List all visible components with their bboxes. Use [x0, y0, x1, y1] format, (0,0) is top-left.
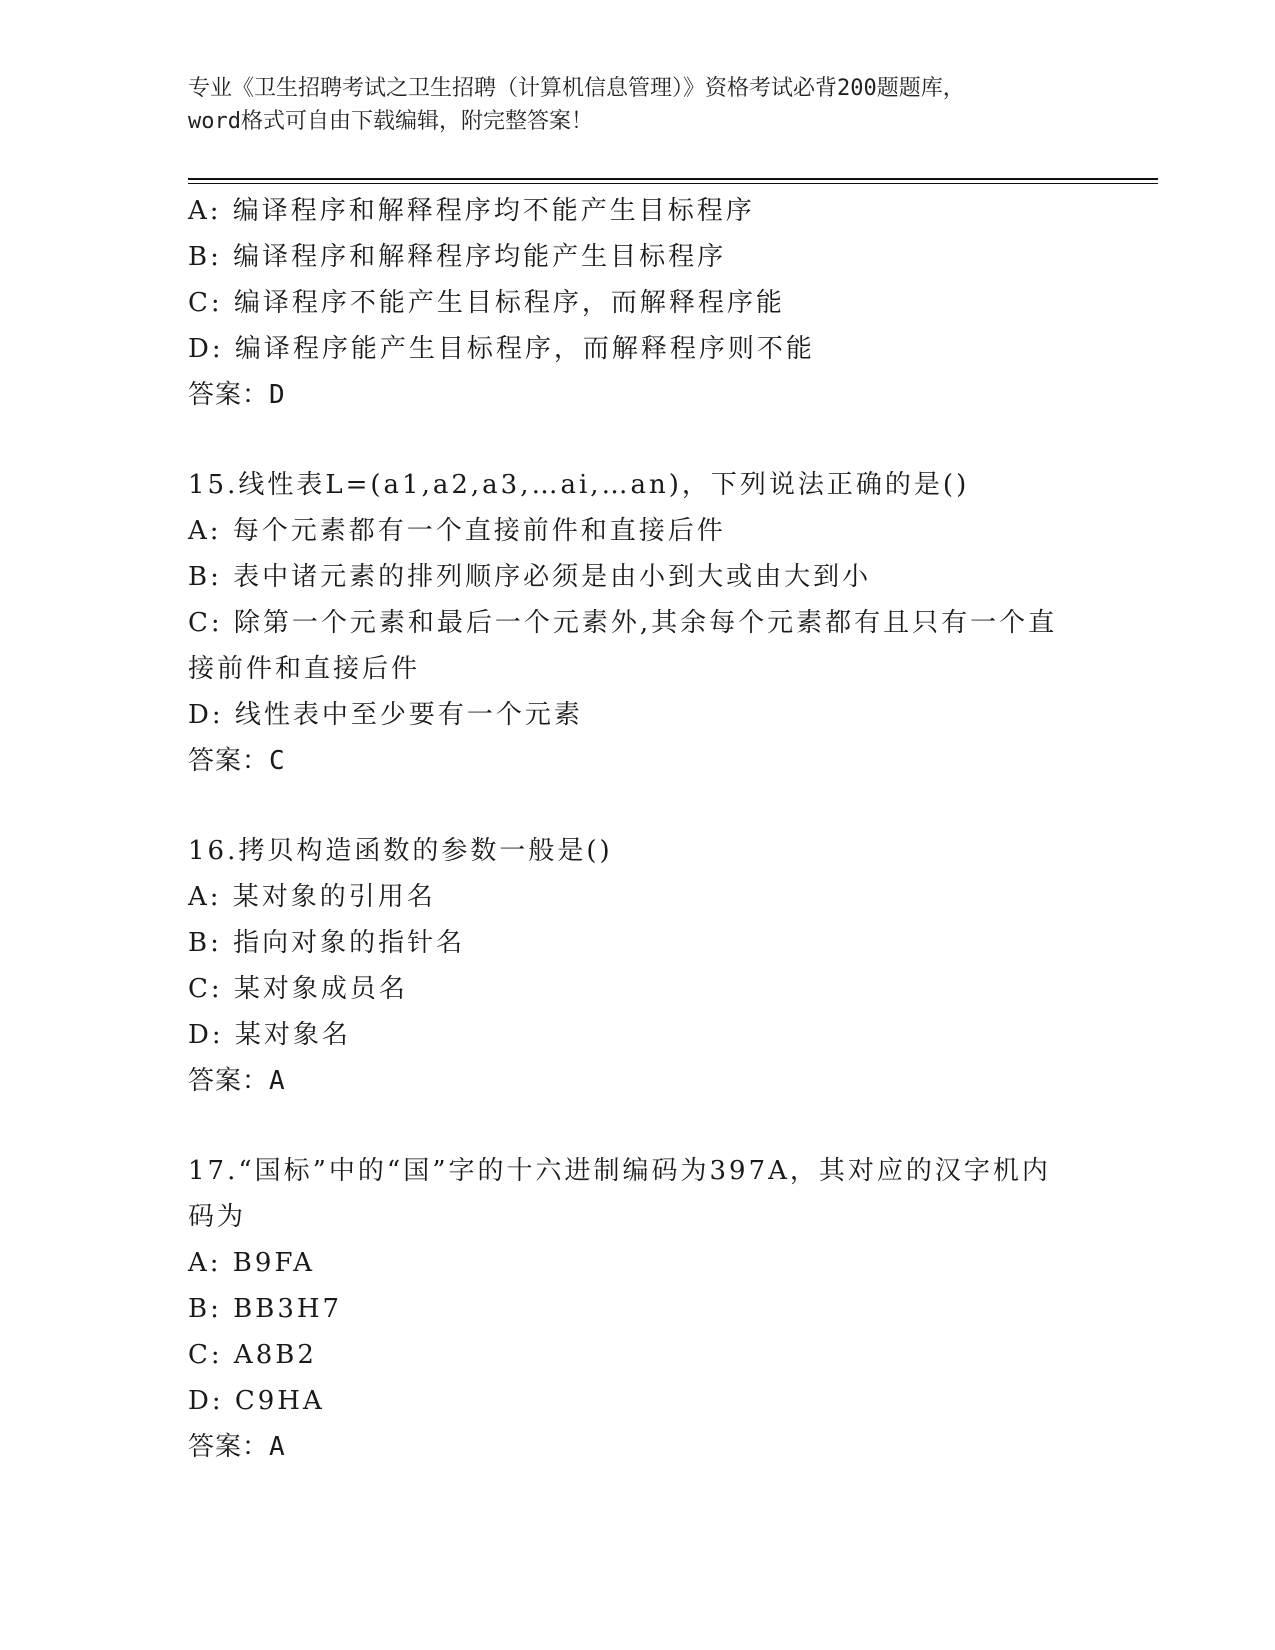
option-d: D: 编译程序能产生目标程序，而解释程序则不能: [188, 334, 815, 364]
option-c: C: A8B2: [188, 1340, 317, 1370]
answer: 答案：A: [188, 1066, 286, 1096]
header-line-2: word格式可自由下载编辑，附完整答案！: [188, 109, 593, 134]
answer: 答案：C: [188, 746, 286, 776]
header-divider-thin: [188, 183, 1158, 184]
question-16: [188, 828, 1088, 1104]
spacer: [188, 784, 1088, 828]
question-text: 17.“国标”中的“国”字的十六进制编码为397A，其对应的汉字机内: [188, 1156, 1051, 1186]
question-text-continued: 码为: [188, 1202, 247, 1232]
question-list: [188, 188, 1088, 1470]
answer: 答案：D: [188, 380, 286, 410]
option-b: B: 编译程序和解释程序均能产生目标程序: [188, 242, 727, 272]
option-a: A: B9FA: [188, 1248, 316, 1278]
option-c-continued: 接前件和直接后件: [188, 654, 421, 684]
question-15: [188, 462, 1088, 784]
spacer: [188, 1104, 1088, 1148]
answer: 答案：A: [188, 1432, 286, 1462]
option-b: B: 指向对象的指针名: [188, 928, 466, 958]
option-a: A: 编译程序和解释程序均不能产生目标程序: [188, 196, 755, 226]
option-d: D: C9HA: [188, 1386, 325, 1416]
option-b: B: BB3H7: [188, 1294, 343, 1324]
option-a: A: 某对象的引用名: [188, 882, 436, 912]
question-14: [188, 188, 1088, 418]
spacer: [188, 418, 1088, 462]
option-a: A: 每个元素都有一个直接前件和直接后件: [188, 516, 726, 546]
question-17: [188, 1148, 1088, 1470]
option-c: C: 编译程序不能产生目标程序，而解释程序能: [188, 288, 785, 318]
option-d: D: 某对象名: [188, 1020, 351, 1050]
header-line-1: 专业《卫生招聘考试之卫生招聘（计算机信息管理）》资格考试必背200题题库，: [188, 76, 965, 101]
question-text: 15.线性表L=(a1,a2,a3,…ai,…an)，下列说法正确的是(): [188, 470, 970, 500]
option-b: B: 表中诸元素的排列顺序必须是由小到大或由大到小: [188, 562, 872, 592]
option-d: D: 线性表中至少要有一个元素: [188, 700, 583, 730]
option-c: C: 除第一个元素和最后一个元素外,其余每个元素都有且只有一个直: [188, 608, 1058, 638]
document-header: [188, 72, 1088, 138]
question-text: 16.拷贝构造函数的参数一般是(): [188, 836, 613, 866]
header-divider-thick: [188, 178, 1158, 180]
option-c: C: 某对象成员名: [188, 974, 408, 1004]
